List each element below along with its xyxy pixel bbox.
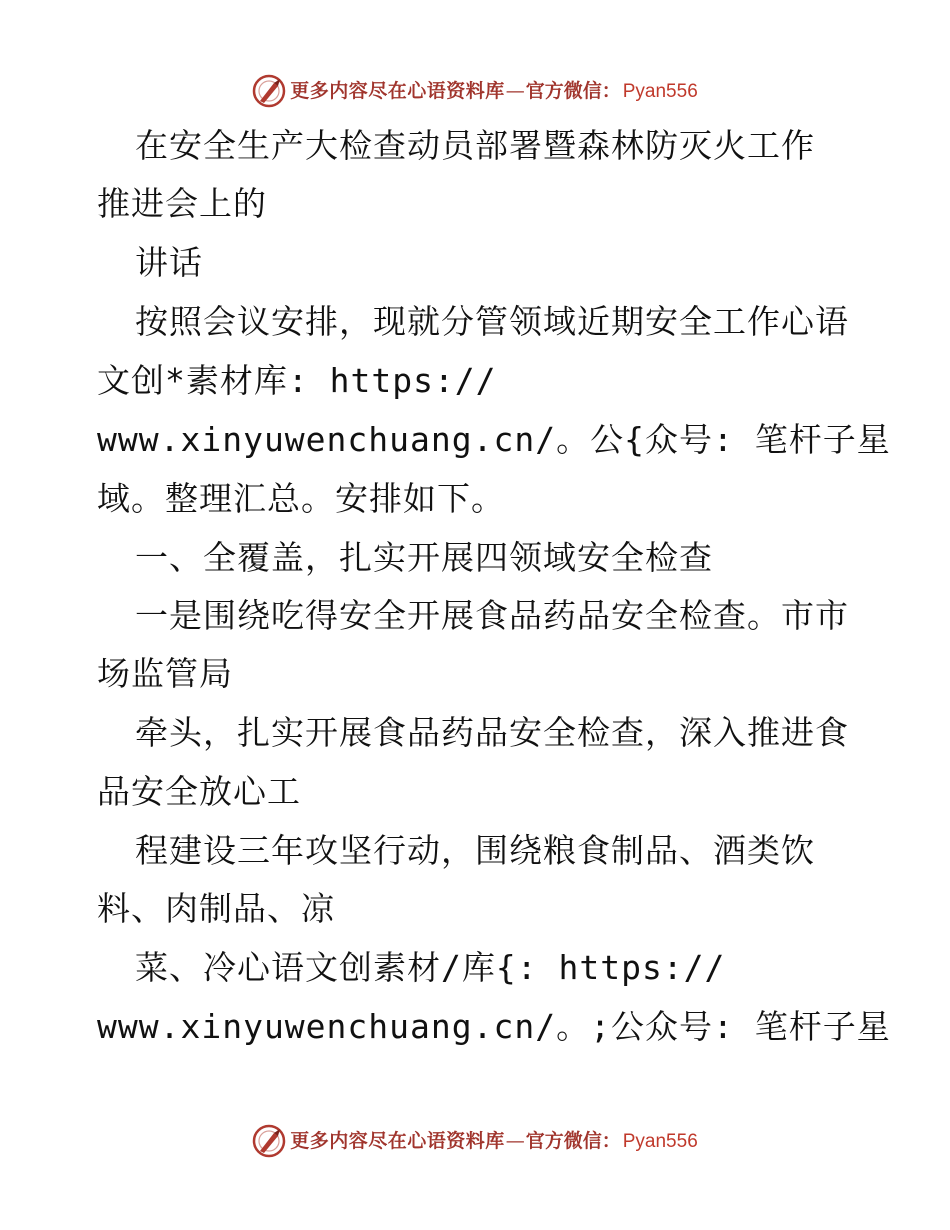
body-line: 域。整理汇总。安排如下。 xyxy=(97,479,505,518)
body-line: www.xinyuwenchuang.cn/。;公众号: 笔杆子星 xyxy=(97,1007,891,1046)
body-line: 文创*素材库: https:// xyxy=(97,361,497,400)
body-line: 在安全生产大检查动员部署暨森林防灭火工作 xyxy=(135,126,815,165)
body-line: 料、肉制品、凉 xyxy=(97,889,335,928)
body-line: 牵头，扎实开展食品药品安全检查，深入推进食 xyxy=(135,713,849,752)
header-banner xyxy=(0,71,950,111)
body-line: 推进会上的 xyxy=(97,184,267,223)
body-line: 讲话 xyxy=(135,243,203,282)
body-line: 品安全放心工 xyxy=(97,772,301,811)
body-line: 一、全覆盖，扎实开展四领域安全检查 xyxy=(135,538,713,577)
body-line: 菜、冷心语文创素材/库{: https:// xyxy=(135,948,726,987)
footer-banner xyxy=(0,1121,950,1161)
header-wechat-id: Pyan556 xyxy=(622,80,698,102)
body-line: 按照会议安排，现就分管领域近期安全工作心语 xyxy=(135,302,849,341)
quill-logo-icon xyxy=(252,1124,286,1158)
quill-logo-icon xyxy=(252,74,286,108)
footer-slogan: 更多内容尽在心语资料库 xyxy=(290,1129,505,1152)
header-slogan: 更多内容尽在心语资料库 xyxy=(290,79,505,102)
header-wechat-label: 官方微信： xyxy=(525,79,621,102)
body-line: 场监管局 xyxy=(97,654,233,693)
footer-dash: — xyxy=(505,1129,525,1152)
footer-wechat-label: 官方微信： xyxy=(525,1129,621,1152)
footer-wechat-id: Pyan556 xyxy=(622,1130,698,1152)
body-line: www.xinyuwenchuang.cn/。公{众号: 笔杆子星 xyxy=(97,420,891,459)
header-dash: — xyxy=(505,79,525,102)
body-line: 程建设三年攻坚行动，围绕粮食制品、酒类饮 xyxy=(135,831,815,870)
body-line: 一是围绕吃得安全开展食品药品安全检查。市市 xyxy=(135,596,849,635)
